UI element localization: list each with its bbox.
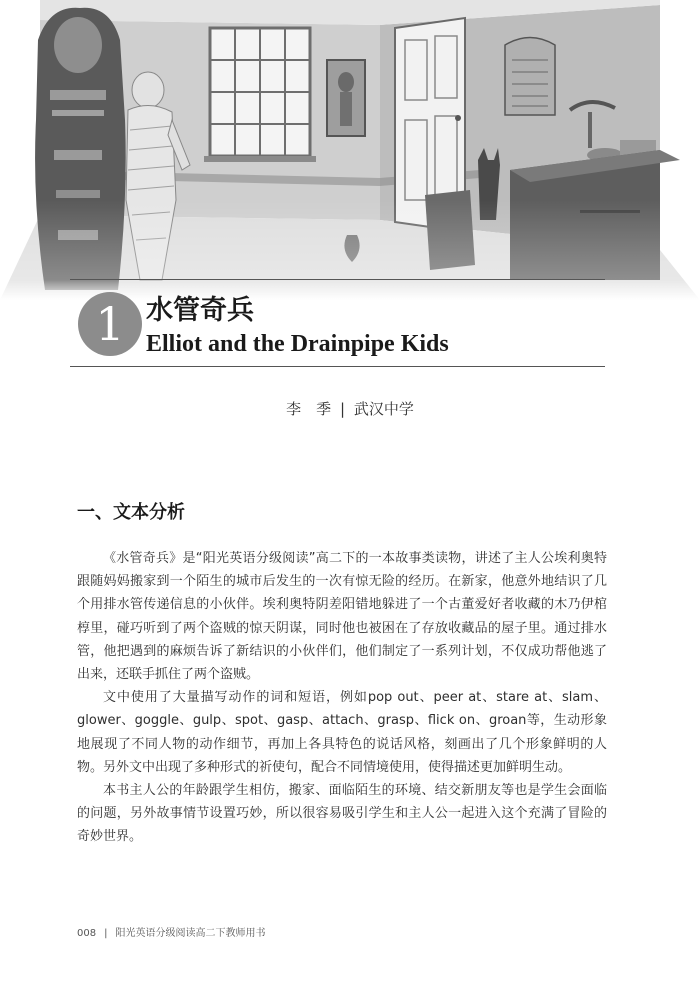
- body-text: [77, 547, 607, 849]
- window: [204, 28, 316, 162]
- page-footer: [77, 924, 265, 939]
- page-number: 008: [77, 928, 97, 939]
- book-title: 阳光英语分级阅读高二下教师用书: [115, 928, 266, 939]
- paragraph-1: 《水管奇兵》是“阳光英语分级阅读”高二下的一本故事类读物，讲述了主人公埃利奥特跟随妈妈搬家到一个陌生的城市后发生的一次有惊无险的经历。在新家，他意外地结识了几个用排水管传递信息的小伙伴。埃利奥特阴差阳错地躲进了一个古董爱好者收藏的木乃伊棺椁里，碰巧听到了两个盗贼的惊天阴谋，同时他也被困在了存放收藏品的屋子里。通过排水管，他把遇到的麻烦告诉了新结识的小伙伴们，他们制定了一系列计划，不仅成功帮他逃了出来，还联手抓住了两个盗贼。: [77, 551, 607, 683]
- title-rule-top: [70, 279, 605, 280]
- title-rule-bottom: [70, 366, 605, 367]
- chapter-title-english: Elliot and the Drainpipe Kids: [146, 331, 449, 357]
- author-separator: |: [339, 400, 346, 418]
- wall-picture: [327, 60, 365, 136]
- author-line: [0, 398, 700, 419]
- author-affiliation: 武汉中学: [353, 400, 414, 418]
- chapter-title-chinese: 水管奇兵: [146, 295, 254, 326]
- paragraph-2: 文中使用了大量描写动作的词和短语，例如pop out、peer at、stare at、slam、glower、goggle、gulp、spot、gasp、attach、grasp、flick on、groan等，生动形象地展现了不同人物的动作细节，再加上各具特色的说话风格，刻画出了几个形象鲜明的人物。另外文中出现了多种形式的祈使句，配合不同情境使用，使得描述更加鲜明生动。: [77, 690, 607, 775]
- hieroglyph-tablet: [505, 38, 555, 116]
- footer-separator: |: [104, 928, 108, 939]
- section-heading: 一、文本分析: [77, 502, 185, 523]
- chapter-number-badge: 1: [78, 292, 142, 356]
- author-name: 李 季: [286, 400, 332, 418]
- chapter-illustration: [0, 0, 700, 300]
- paragraph-3: 本书主人公的年龄跟学生相仿，搬家、面临陌生的环境、结交新朋友等也是学生会面临的问题，另外故事情节设置巧妙，所以很容易吸引学生和主人公一起进入这个充满了冒险的奇妙世界。: [77, 783, 607, 845]
